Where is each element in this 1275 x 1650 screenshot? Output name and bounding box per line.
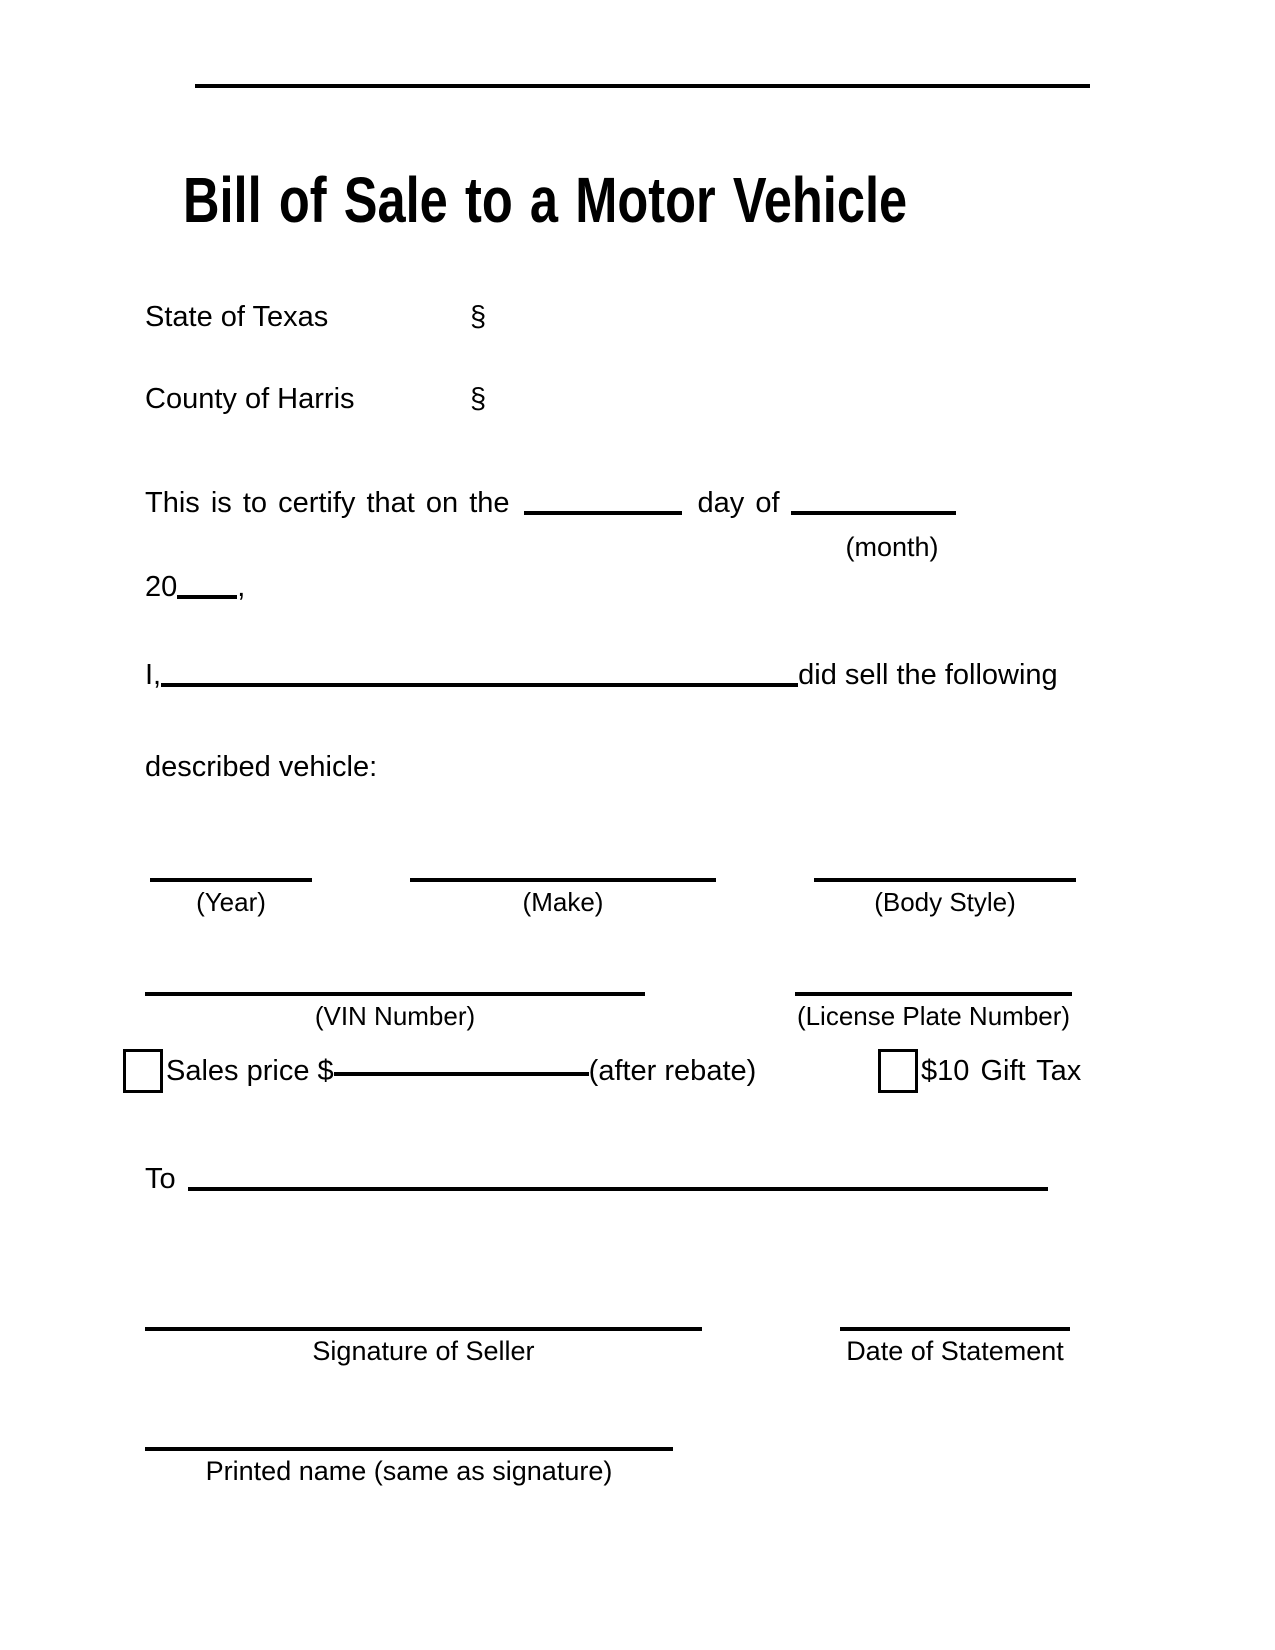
gift-tax-label: $10 Gift Tax	[921, 1054, 1082, 1087]
vehicle-make-field[interactable]	[410, 878, 716, 918]
printed-name-field[interactable]	[145, 1447, 673, 1487]
sales-price-blank[interactable]	[334, 1072, 589, 1076]
after-rebate-label: (after rebate)	[588, 1054, 757, 1087]
vehicle-body-style-field[interactable]	[814, 878, 1076, 918]
gift-tax-checkbox[interactable]	[878, 1049, 918, 1093]
described-vehicle-text: described vehicle:	[145, 751, 378, 783]
did-sell-text: did sell the following	[798, 659, 1058, 691]
top-rule	[195, 84, 1090, 88]
gift-tax-row	[878, 1049, 1081, 1093]
year-line	[145, 570, 245, 605]
seller-line	[145, 658, 1058, 693]
vehicle-year-caption: (Year)	[196, 887, 266, 917]
month-blank[interactable]	[791, 511, 956, 515]
page-title: Bill of Sale to a Motor Vehicle	[183, 164, 908, 236]
date-of-statement-caption: Date of Statement	[846, 1336, 1064, 1366]
section-symbol-state: §	[470, 301, 487, 333]
year-prefix: 20	[145, 571, 178, 603]
seller-name-blank[interactable]	[161, 683, 798, 687]
seller-prefix: I,	[145, 659, 162, 691]
printed-name-caption: Printed name (same as signature)	[205, 1456, 613, 1486]
day-of-label: day of	[697, 487, 780, 519]
year-comma: ,	[237, 571, 246, 603]
month-caption: (month)	[845, 532, 939, 562]
day-blank[interactable]	[524, 511, 682, 515]
sales-price-row	[123, 1049, 756, 1093]
vehicle-body-style-caption: (Body Style)	[874, 887, 1016, 917]
date-of-statement-field[interactable]	[840, 1327, 1070, 1367]
state-line	[145, 300, 487, 335]
section-symbol-county: §	[470, 383, 487, 415]
license-plate-field[interactable]	[795, 992, 1072, 1032]
county-line	[145, 382, 487, 417]
vehicle-make-caption: (Make)	[522, 887, 604, 917]
state-label: State of Texas	[145, 301, 329, 333]
license-plate-caption: (License Plate Number)	[796, 1001, 1071, 1031]
year-blank[interactable]	[177, 595, 237, 599]
to-label: To	[145, 1163, 176, 1195]
certify-line	[145, 486, 956, 521]
county-label: County of Harris	[145, 383, 355, 415]
seller-signature-field[interactable]	[145, 1327, 702, 1367]
vin-field[interactable]	[145, 992, 645, 1032]
certify-lead-text: This is to certify that on the	[145, 487, 510, 519]
signature-of-seller-caption: Signature of Seller	[312, 1336, 535, 1366]
buyer-line	[145, 1162, 1048, 1197]
sales-price-checkbox[interactable]	[123, 1049, 163, 1093]
buyer-name-blank[interactable]	[188, 1187, 1048, 1191]
vehicle-year-field[interactable]	[150, 878, 312, 918]
vin-caption: (VIN Number)	[314, 1001, 476, 1031]
sales-price-label: Sales price $	[166, 1054, 334, 1087]
